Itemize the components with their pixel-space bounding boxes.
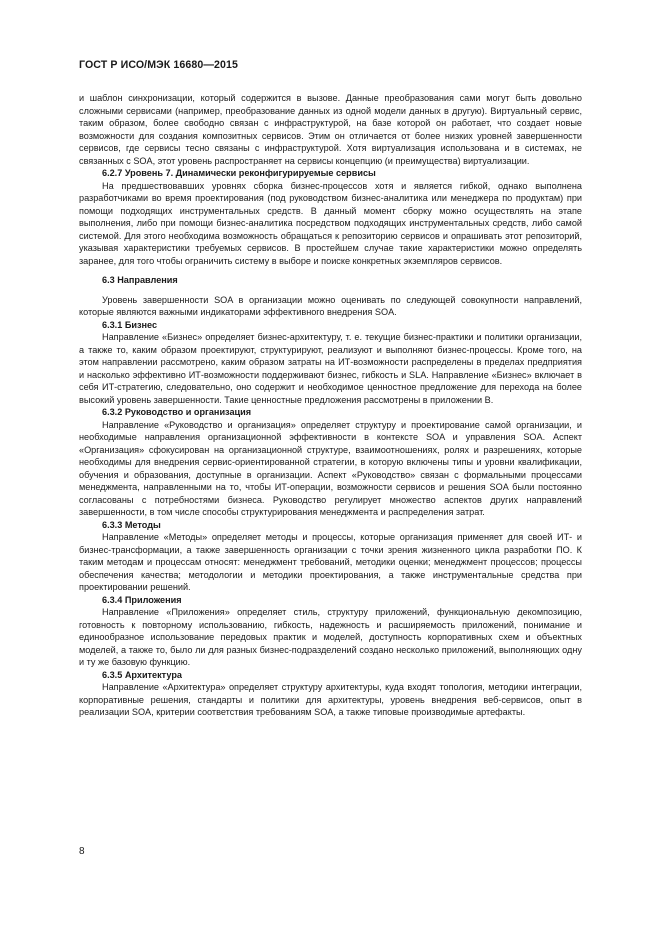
section-heading-6-3-3: 6.3.3 Методы xyxy=(102,519,161,530)
paragraph: и шаблон синхронизации, который содержится в вызове. Данные преобразования сами могут быть довольно сложными сервисами (например, преобразование данных из одной модели данных в другую). Виртуальный сервис, таким образом, более свободно связан с инфраструктурой, на базе которой он работает, что создает новые возможности для создания композитных сервисов. Этим он отличается от более низких уровней завершенности сервисов, где сервисы тесно связаны с инфраструктурой. Хотя виртуализация использована и в системах, не связанных с SOA, этот уровень распространяет на сервисы концепцию (и преимущества) виртуализации. xyxy=(79,93,582,166)
paragraph: Направление «Бизнес» определяет бизнес-архитектуру, т. е. текущие бизнес-практики и политики организации, а также то, каким образом проектируют, структурируют, реализуют и выполняют бизнес-процессы. Кроме того, на этом направлении рассмотрено, каким образом затраты на ИТ-возможности распределены в пределах предприятия и насколько эффективно ИТ-возможности поддерживают бизнес, гибкость и SLA. Направление «Бизнес» включает в себя ИТ-стратегию, следовательно, оно содержит и необходимое ценностное предложение для перехода на более высокий уровень завершенности. Такие ценностные предложения рассмотрены в приложении В. xyxy=(79,332,582,405)
paragraph: Направление «Архитектура» определяет структуру архитектуры, куда входят топология, методики интеграции, корпоративные решения, стандарты и политики для архитектуры, уровень внедрения веб-сервисов, опыт в реализации SOA, критерии соответствия требованиям SOA, а также типовые производимые артефакты. xyxy=(79,682,582,717)
section-heading-6-3: 6.3 Направления xyxy=(102,275,178,285)
document-body xyxy=(79,92,582,719)
paragraph: Уровень завершенности SOA в организации можно оценивать по следующей совокупности направлений, которые являются важными индикаторами эффективного внедрения SOA. xyxy=(79,294,582,317)
section-heading-6-3-2: 6.3.2 Руководство и организация xyxy=(102,407,252,417)
paragraph: Направление «Методы» определяет методы и процессы, которые организация применяет для своей ИТ- и бизнес-трансформации, а также завершенность организации с точки зрения жизненного цикла разработки ПО. К таким методам и процессам относят: менеджмент требований, методики оценки; менеджмент процессов; процессы обеспечения качества; методологии и методики проектирования, а также инструментальные средства при проектировании решений. xyxy=(79,532,582,592)
paragraph: На предшествовавших уровнях сборка бизнес-процессов хотя и является гибкой, однако выполнена разработчиками во время проектирования (под руководством бизнес-аналитика или менеджера по продуктам) при помощи подходящих инструментальных средств. В данный момент сборку можно осуществлять на этапе выполнения, либо при помощи бизнес-аналитика посредством подходящих инструментальных средств, либо самой системой. Для этого необходима возможность обращаться к репозиторию сервисов и опрашивать этот репозиторий, указывая характеристики требуемых сервисов. В простейшем случае такие характеристики можно определять заранее, для того чтобы ограничить систему в выборе и поиске конкретных экземпляров сервисов. xyxy=(79,180,582,266)
page-number: 8 xyxy=(79,846,85,857)
page-header: ГОСТ Р ИСО/МЭК 16680—2015 xyxy=(79,59,238,71)
section-heading-6-2-7: 6.2.7 Уровень 7. Динамически реконфигурируемые сервисы xyxy=(102,168,376,178)
spacer xyxy=(79,287,582,294)
spacer xyxy=(79,267,582,274)
paragraph: Направление «Приложения» определяет стиль, структуру приложений, функциональную декомпозицию, готовность к повторному использованию, гибкость, надежность и расширяемость приложений, понимание и единообразное использование передовых практик и моделей, доступность корпоративных схем и объектных моделей, а также то, было ли для разных бизнес-подразделений создано несколько приложений, выполняющих одну и ту же базовую функцию. xyxy=(79,607,582,667)
paragraph: Направление «Руководство и организация» определяет структуру и проектирование самой организации, и необходимые направления организационной эффективности в контексте SOA и управления SOA. Аспект «Организация» сфокусирован на организационной структуре, взаимоотношениях, ролях и разрешениях, которые необходимы для внедрения сервис-ориентированной стратегии, в которую включены типы и уровни квалификации, обучения и образования, доступные в организации. Аспект «Руководство» связан с формальными процессами менеджмента, направленными на то, чтобы ИТ-операции, возможности сервисов и решения SOA были постоянно согласованы с потребностями бизнеса. Руководство регулирует множество аспектов других направлений завершенности, в том числе способы структурирования менеджмента и распределения затрат. xyxy=(79,419,582,517)
section-heading-6-3-5: 6.3.5 Архитектура xyxy=(102,669,182,680)
section-heading-6-3-1: 6.3.1 Бизнес xyxy=(102,319,158,330)
section-heading-6-3-4: 6.3.4 Приложения xyxy=(102,594,182,605)
